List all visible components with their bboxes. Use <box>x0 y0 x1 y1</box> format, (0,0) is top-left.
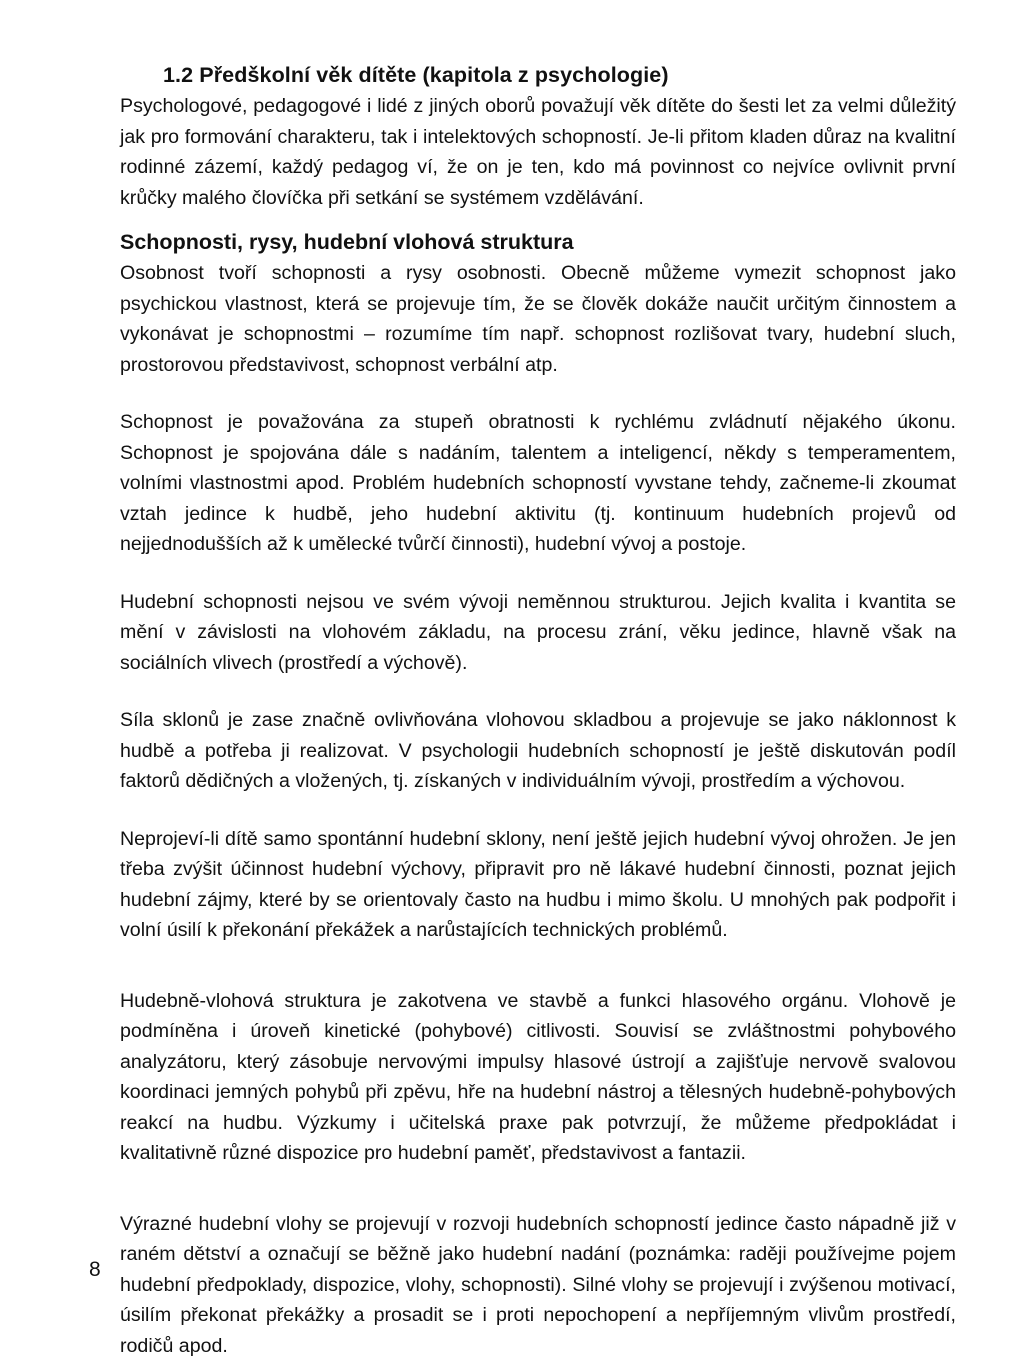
page-number: 8 <box>89 1257 101 1283</box>
paragraph: Schopnost je považována za stupeň obratnosti k rychlému zvládnutí nějakého úkonu. Schopnost je spojována dále s nadáním, talentem a inteligencí, někdy s temperamentem, volními vlastnostmi apod. Problém hudebních schopností vyvstane tehdy, začneme-li zkoumat vztah jedince k hudbě, jeho hudební aktivitu (tj. kontinuum hudebních projevů od nejjednodušších až k umělecké tvůrčí činnosti), hudební vývoj a postoje. <box>90 407 956 560</box>
paragraph: Hudebně-vlohová struktura je zakotvena ve stavbě a funkci hlasového orgánu. Vlohově je podmíněna i úroveň kinetické (pohybové) citlivosti. Souvisí se zvláštnostmi pohybového analyzátoru, který zásobuje nervovými impulsy hlasové ústrojí a zajišťuje nervově svalovou koordinaci jemných pohybů při zpěvu, hře na hudební nástroj a tělesných hudebně-pohybových reakcí na hudbu. Výzkumy i učitelská praxe pak potvrzují, že můžeme předpokládat i kvalitativně různé dispozice pro hudební paměť, představivost a fantazii. <box>90 986 956 1169</box>
page-title: 1.2 Předškolní věk dítěte (kapitola z psychologie) <box>90 60 956 91</box>
intro-paragraph: Psychologové, pedagogové i lidé z jiných oborů považují věk dítěte do šesti let za velmi důležitý jak pro formování charakteru, tak i intelektových schopností. Je-li přitom kladen důraz na kvalitní rodinné zázemí, každý pedagog ví, že on je ten, kdo má povinnost co nejvíce ovlivnit první krůčky malého človíčka při setkání se systémem vzdělávání. <box>90 91 956 213</box>
paragraph: Hudební schopnosti nejsou ve svém vývoji neměnnou strukturou. Jejich kvalita i kvantita se mění v závislosti na vlohovém základu, na procesu zrání, věku jedince, hlavně však na sociálních vlivech (prostředí a výchově). <box>90 587 956 679</box>
paragraph: Výrazné hudební vlohy se projevují v rozvoji hudebních schopností jedince často nápadně již v raném dětství a označují se běžně jako hudební nadání (poznámka: raději používejme pojem hudební předpoklady, dispozice, vlohy, schopnosti). Silné vlohy se projevují i zvýšenou motivací, úsilím překonat překážky a prosadit se i proti nepochopení a nepříjemným vlivům prostředí, rodičů apod. <box>90 1209 956 1361</box>
document-page <box>90 60 956 1361</box>
paragraph: Osobnost tvoří schopnosti a rysy osobnosti. Obecně můžeme vymezit schopnost jako psychickou vlastnost, která se projevuje tím, že se člověk dokáže naučit určitým činnostem a vykonávat je schopnostmi – rozumíme tím např. schopnost rozlišovat tvary, hudební sluch, prostorovou představivost, schopnost verbální atp. <box>90 258 956 380</box>
section-heading: Schopnosti, rysy, hudební vlohová struktura <box>90 227 956 258</box>
paragraph: Síla sklonů je zase značně ovlivňována vlohovou skladbou a projevuje se jako náklonnost k hudbě a potřeba ji realizovat. V psychologii hudebních schopností je ještě diskutován podíl faktorů dědičných a vložených, tj. získaných v individuálním vývoji, prostředím a výchovou. <box>90 705 956 797</box>
paragraph: Neprojeví-li dítě samo spontánní hudební sklony, není ještě jejich hudební vývoj ohrožen. Je jen třeba zvýšit účinnost hudební výchovy, připravit pro ně lákavé hudební činnosti, poznat jejich hudební zájmy, které by se orientovaly často na hudbu i mimo školu. U mnohých pak podpořit i volní úsilí k překonání překážek a narůstajících technických problémů. <box>90 824 956 946</box>
